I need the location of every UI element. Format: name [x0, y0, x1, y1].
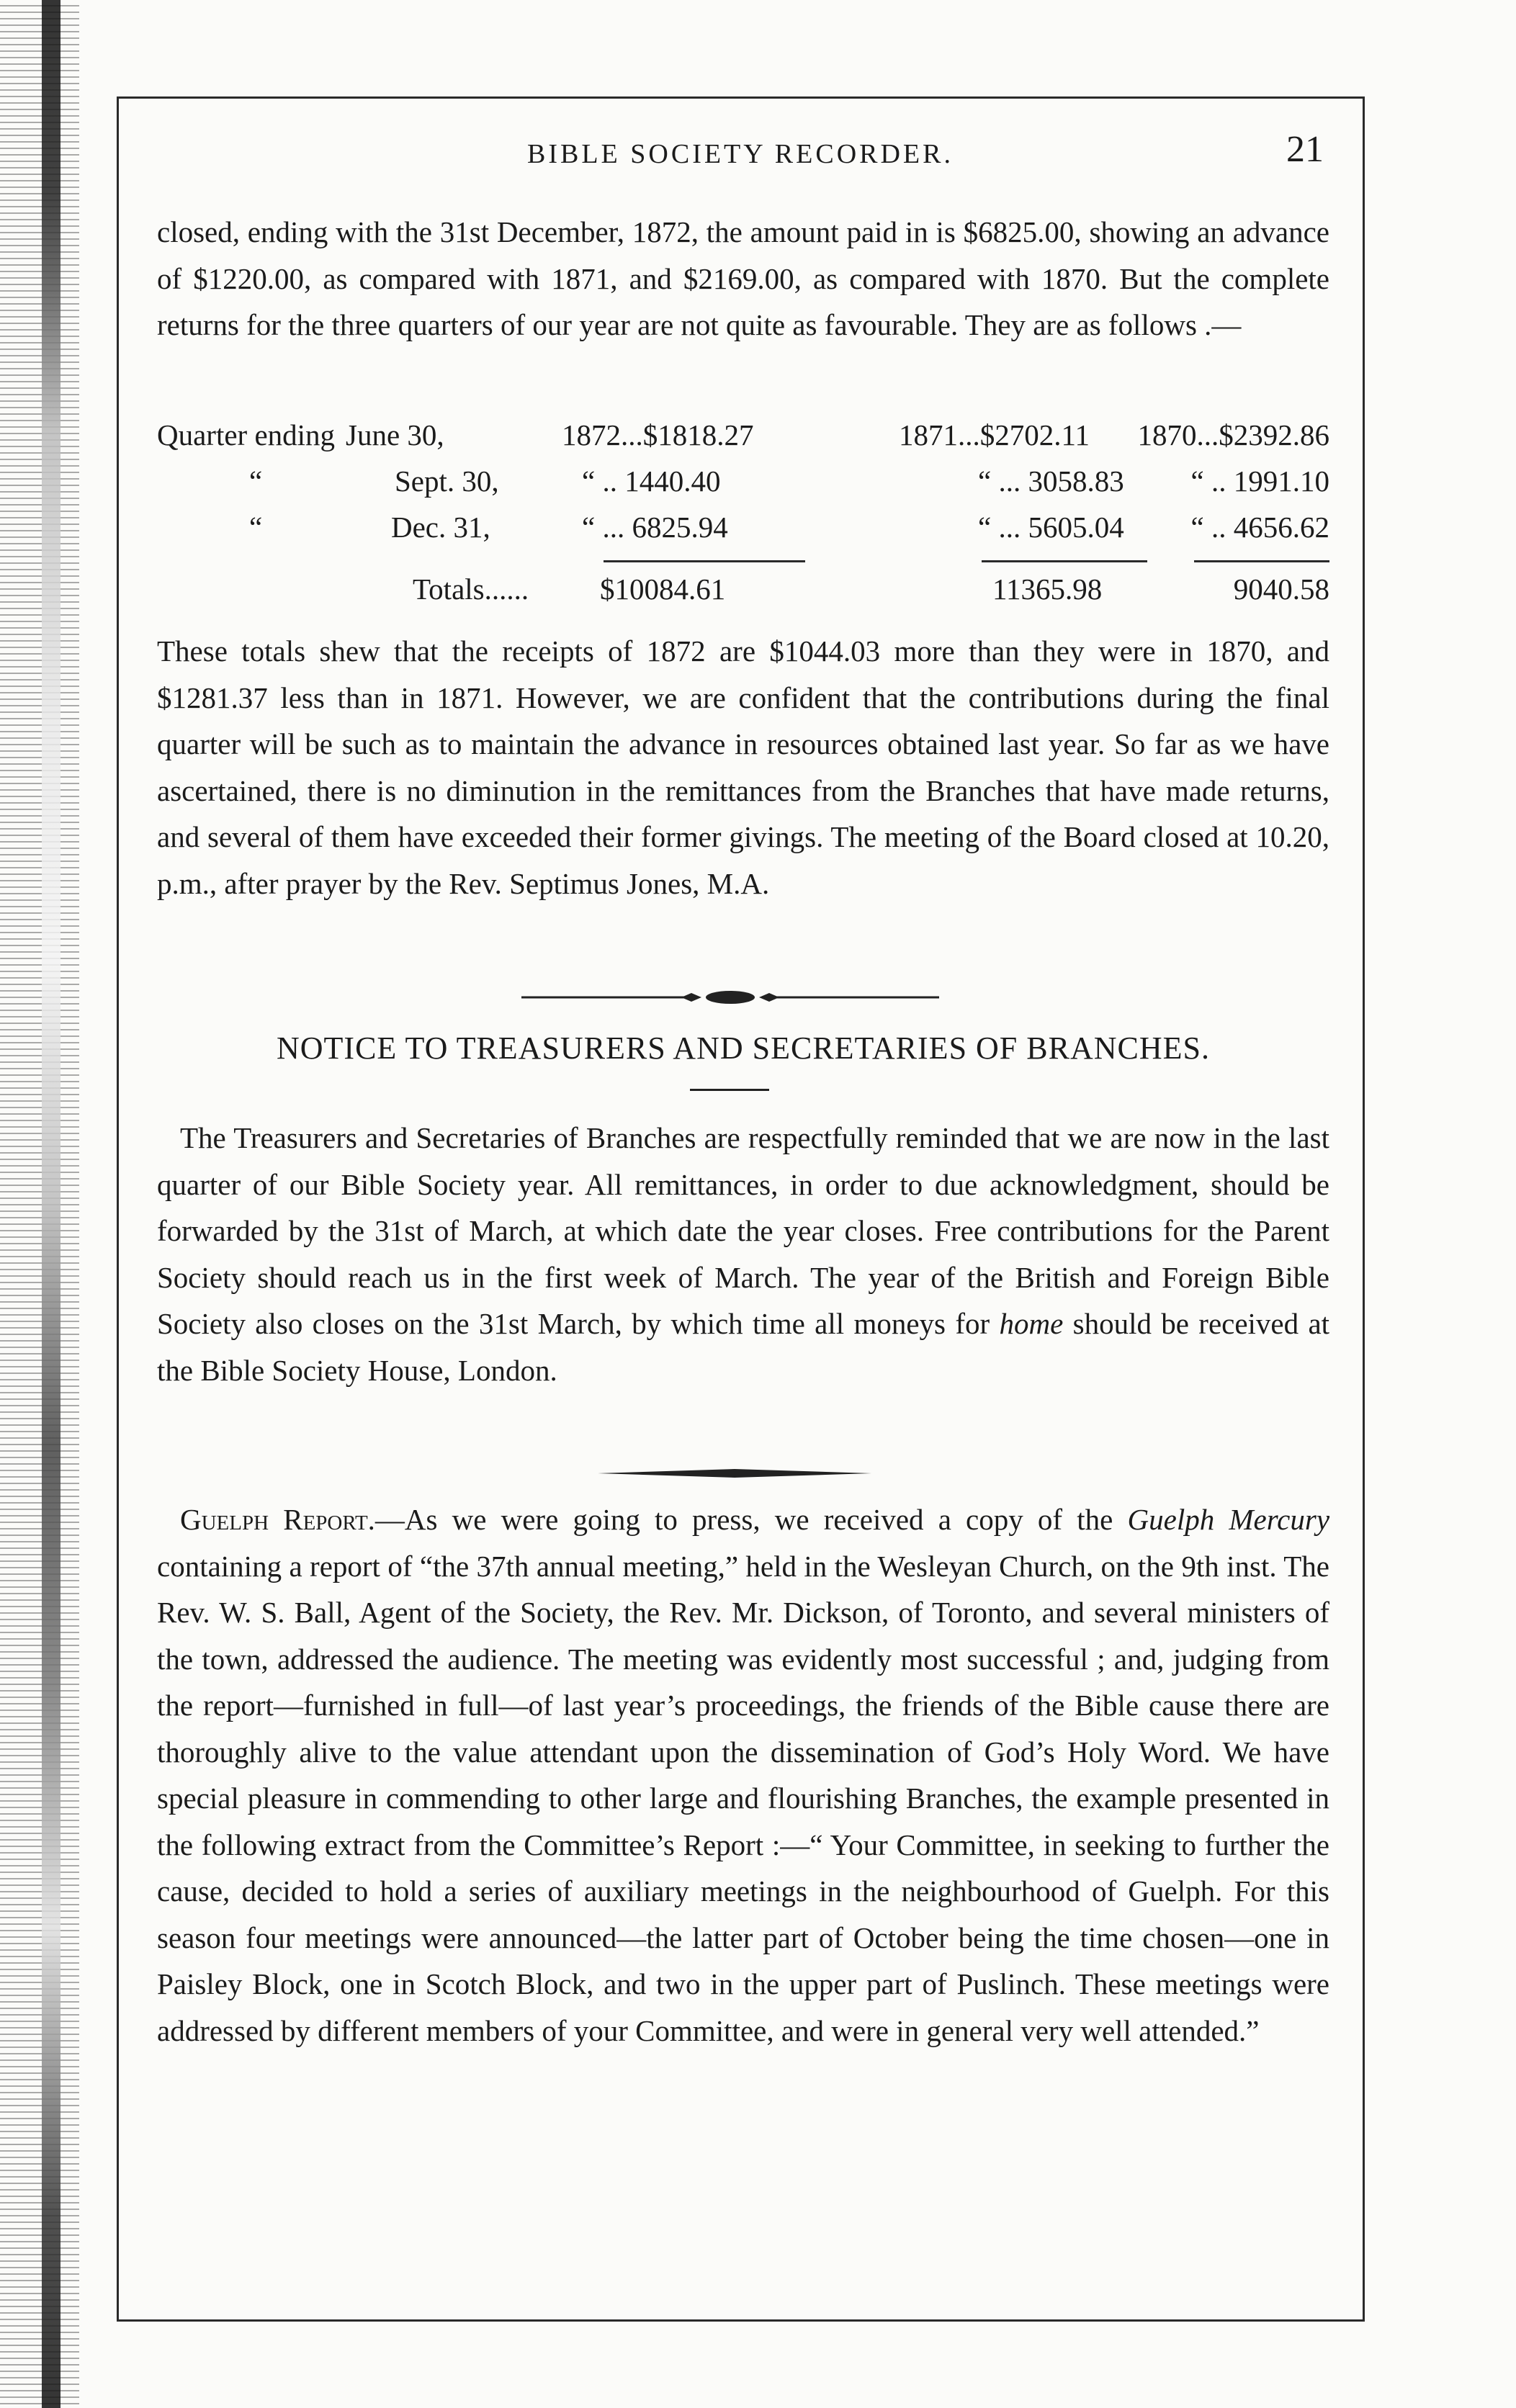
page-number: 21 [1286, 129, 1324, 170]
guelph-text2: containing a report of “the 37th annual meeting,” held in the Wesleyan Church, on the 9th inst. The Rev. W. S. Ball, Agent of the Society, the Rev. Mr. Dickson, of Toronto, and several ministers of the town, addressed the audience. The meeting was evidently most successful ; and, judging from the report—furnished in full—of last year’s proceedings, the friends of the Bible cause there are thoroughly alive to the value attendant upon the dissemination of God’s Holy Word. We have special pleasure in commending to other large and flourishing Branches, the example presented in the following extract from the Committee’s Report :—“ Your Committee, in seeking to further the cause, decided to hold a series of auxiliary meetings in the neighbourhood of Guelph. For this season four meetings were announced—the latter part of October being the time chosen—one in Paisley Block, one in Scotch Block, and two in the upper part of Puslinch. These meetings were addressed by different members of your Committee, and were in general very well attended.” [157, 1549, 1329, 2047]
value-1871: “ ... 5605.04 [978, 511, 1124, 544]
page-header [157, 129, 1324, 184]
section-ornament [521, 987, 939, 1008]
value-1870: “ .. 4656.62 [1190, 511, 1329, 544]
notice-paragraph [157, 1115, 1329, 1393]
table-row [157, 418, 1329, 464]
totals-text: These totals shew that the receipts of 1872 are $1044.03 more than they were in 1870, and $1281.37 less than in 1871. However, we are confident that the contributions during the final quarter will be such as to maintain the advance in resources obtained last year. So far as we have ascertained, there is no diminution in the remittances from the Branches that have made returns, and several of them have exceeded their former givings. The meeting of the Board closed at 10.20, p.m., after prayer by the Rev. Septimus Jones, M.A. [157, 634, 1329, 900]
guelph-text [157, 1496, 1329, 2054]
row-label: “ [249, 511, 263, 544]
value-1871: “ ... 3058.83 [978, 464, 1124, 498]
table-row [157, 510, 1329, 556]
intro-text: closed, ending with the 31st December, 1872, the amount paid in is $6825.00, showing an advance of $1220.00, as compared with 1871, and $2169.00, as compared with 1870. But the complete returns for the three quarters of our year are not quite as favourable. They are as follows .— [157, 215, 1329, 341]
guelph-paragraph [157, 1496, 1329, 2054]
intro-paragraph [157, 209, 1329, 349]
value-1870: 1870...$2392.86 [1137, 418, 1329, 452]
rule-1872 [604, 560, 805, 562]
heading-rule [690, 1089, 769, 1091]
running-title: BIBLE SOCIETY RECORDER. [527, 139, 954, 169]
row-date: Sept. 30, [395, 464, 499, 498]
totals-paragraph [157, 628, 1329, 907]
totals-row [157, 572, 1329, 618]
total-1871: 11365.98 [992, 572, 1103, 606]
guelph-text1: —As we were going to press, we received a copy of the [374, 1503, 1113, 1536]
totals-label: Totals...... [413, 572, 529, 606]
divider-rule-icon [598, 1465, 871, 1482]
total-1872: $10084.61 [600, 572, 726, 606]
table-row [157, 464, 1329, 510]
value-1872: 1872...$1818.27 [562, 418, 754, 452]
notice-body: The Treasurers and Secretaries of Branches are respectfully reminded that we are now in the last quarter of our Bible Society year. All remittances, in order to due acknowledgment, should be forwarded by the 31st of March, at which date the year closes. Free contributions for the Parent Society should reach us in the first week of March. The year of the British and Foreign Bible Society also closes on the 31st March, by which time all moneys for [157, 1121, 1329, 1340]
row-label: Quarter ending [157, 418, 336, 452]
rule-1871 [982, 560, 1147, 562]
notice-text [157, 1115, 1329, 1393]
totals-rules [157, 556, 1329, 572]
ornament-rule-icon [521, 987, 939, 1008]
value-1871: 1871...$2702.11 [899, 418, 1090, 452]
notice-italic: home [999, 1307, 1064, 1340]
notice-body-end: should be received at the Bible Society House, London. [157, 1307, 1330, 1387]
section-divider [598, 1465, 871, 1486]
row-label: “ [249, 464, 263, 498]
quarter-table [157, 418, 1329, 618]
guelph-lead: Guelph Report. [180, 1503, 375, 1536]
notice-heading: NOTICE TO TREASURERS AND SECRETARIES OF BRANCHES. [277, 1030, 1210, 1066]
value-1870: “ .. 1991.10 [1190, 464, 1329, 498]
row-date: Dec. 31, [391, 511, 490, 544]
value-1872: “ ... 6825.94 [582, 511, 728, 544]
row-date: June 30, [346, 418, 444, 452]
guelph-italic: Guelph Mercury [1127, 1503, 1330, 1536]
total-1870: 9040.58 [1233, 572, 1329, 606]
rule-1870 [1194, 560, 1329, 562]
binding-edge [0, 0, 79, 2408]
binding-shadow [42, 0, 60, 2408]
value-1872: “ .. 1440.40 [582, 464, 721, 498]
